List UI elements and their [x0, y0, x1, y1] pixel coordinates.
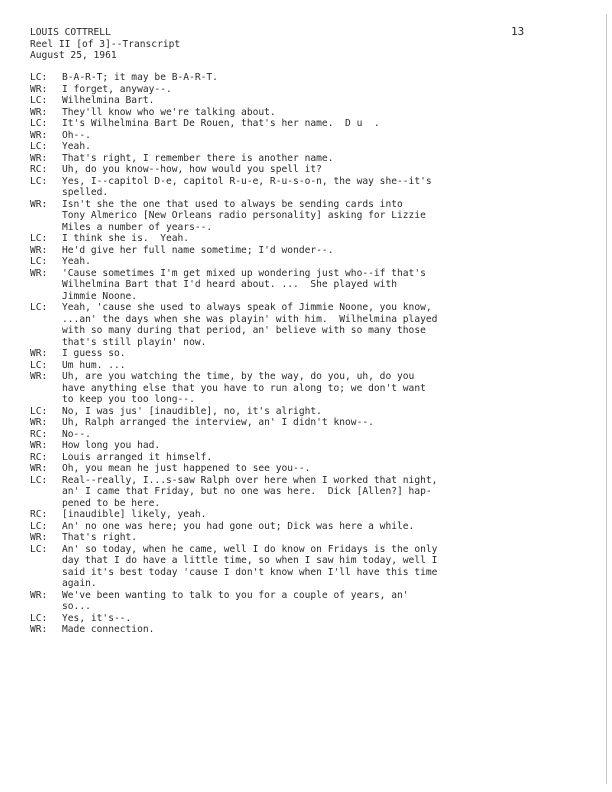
transcript-line [30, 463, 600, 475]
dialogue-text: 'Cause sometimes I'm get mixed up wondering just who--if that's [62, 267, 426, 279]
dialogue-text: B-A-R-T; it may be B-A-R-T. [62, 72, 218, 83]
dialogue-text: That's right, I remember there is another name. [62, 152, 334, 164]
dialogue-text: Uh, Ralph arranged the interview, an' I didn't know--. [62, 417, 374, 428]
transcript-line [30, 118, 600, 130]
speaker-label: RC: [30, 451, 48, 463]
dialogue-text: No--. [62, 428, 91, 440]
dialogue-text: Yeah. [62, 141, 91, 152]
transcript-line [30, 360, 600, 372]
transcript-line [30, 452, 600, 464]
speaker-label: LC: [30, 405, 48, 417]
transcript-line [30, 348, 600, 360]
speaker-label [30, 567, 62, 579]
transcript-line [30, 578, 600, 590]
dialogue-text: Yeah. [62, 256, 91, 267]
transcript-line [30, 544, 600, 556]
transcript-line [30, 325, 600, 337]
dialogue-text: Isn't she the one that used to always be sending cards into [62, 198, 403, 210]
document-header [30, 27, 180, 62]
speaker-label: WR: [30, 244, 48, 256]
dialogue-text: so... [62, 601, 91, 612]
dialogue-text: Uh, do you know--how, how would you spell it? [62, 164, 322, 175]
speaker-label [30, 383, 62, 395]
speaker-label [30, 314, 62, 326]
transcript-line [30, 371, 600, 383]
transcript-line [30, 406, 600, 418]
dialogue-text: Miles a number of years--. [62, 221, 213, 233]
interviewee-name: LOUIS COTTRELL [30, 27, 111, 38]
dialogue-text: Oh--. [62, 129, 91, 141]
interview-date: August 25, 1961 [30, 50, 117, 61]
speaker-label: LC: [30, 302, 48, 313]
transcript-line [30, 199, 600, 211]
speaker-label [30, 279, 62, 291]
speaker-label [30, 291, 62, 303]
transcript-line [30, 302, 600, 314]
transcript-line [30, 176, 600, 188]
speaker-label: LC: [30, 520, 48, 532]
speaker-label: WR: [30, 417, 48, 428]
transcript-line [30, 233, 600, 245]
transcript-line [30, 291, 600, 303]
transcript-body [30, 72, 600, 636]
speaker-label: WR: [30, 348, 48, 359]
speaker-label: WR: [30, 463, 48, 474]
speaker-label: RC: [30, 164, 48, 175]
transcript-line [30, 95, 600, 107]
speaker-label: WR: [30, 371, 48, 382]
transcript-line [30, 486, 600, 498]
dialogue-text: I think she is. Yeah. [62, 233, 190, 244]
speaker-label: WR: [30, 83, 48, 95]
transcript-line [30, 130, 600, 142]
speaker-label [30, 210, 62, 222]
dialogue-text: day that I do have a little time, so when I saw him today, well I [62, 555, 438, 566]
speaker-label [30, 578, 62, 590]
transcript-line [30, 268, 600, 280]
dialogue-text: We've been wanting to talk to you for a couple of years, an' [62, 589, 409, 601]
transcript-line [30, 532, 600, 544]
transcript-line [30, 394, 600, 406]
speaker-label [30, 498, 62, 510]
transcript-line [30, 555, 600, 567]
speaker-label: LC: [30, 612, 48, 624]
transcript-line [30, 498, 600, 510]
dialogue-text: Um hum. ... [62, 359, 126, 371]
transcript-line [30, 601, 600, 613]
dialogue-text: Yes, it's--. [62, 612, 132, 624]
speaker-label [30, 486, 62, 498]
transcript-line [30, 624, 600, 636]
dialogue-text: Wilhelmina Bart. [62, 95, 155, 106]
speaker-label: LC: [30, 118, 48, 129]
speaker-label: LC: [30, 72, 48, 83]
transcript-line [30, 613, 600, 625]
transcript-line [30, 567, 600, 579]
dialogue-text: said it's best today 'cause I don't know when I'll have this time [62, 566, 438, 578]
speaker-label: WR: [30, 589, 48, 601]
dialogue-text: How long you had. [62, 440, 161, 451]
dialogue-text: Jimmie Noone. [62, 290, 138, 302]
transcript-line [30, 417, 600, 429]
transcript-line [30, 84, 600, 96]
transcript-line [30, 107, 600, 119]
dialogue-text: I guess so. [62, 348, 126, 359]
dialogue-text: I forget, anyway--. [62, 83, 172, 95]
transcript-line [30, 256, 600, 268]
speaker-label [30, 222, 62, 234]
dialogue-text: ...an' the days when she was playin' with him. Wilhelmina played [62, 313, 438, 325]
reel-label: Reel II [of 3]--Transcript [30, 38, 181, 50]
speaker-label: WR: [30, 532, 48, 543]
transcript-line [30, 521, 600, 533]
transcript-line [30, 429, 600, 441]
dialogue-text: Made connection. [62, 624, 155, 635]
dialogue-text: An' no one was here; you had gone out; Dick was here a while. [62, 520, 415, 532]
speaker-label [30, 337, 62, 349]
dialogue-text: again. [62, 578, 97, 589]
dialogue-text: No, I was jus' [inaudible], no, it's alright. [62, 405, 322, 417]
transcript-line [30, 187, 600, 199]
transcript-line [30, 72, 600, 84]
speaker-label: LC: [30, 359, 48, 371]
transcript-line [30, 164, 600, 176]
speaker-label: WR: [30, 152, 48, 164]
dialogue-text: [inaudible] likely, yeah. [62, 509, 207, 520]
speaker-label: WR: [30, 106, 48, 118]
dialogue-text: Louis arranged it himself. [62, 451, 213, 463]
speaker-label: WR: [30, 440, 48, 451]
dialogue-text: It's Wilhelmina Bart De Rouen, that's her name. D u . [62, 118, 380, 129]
transcript-line [30, 153, 600, 165]
dialogue-text: Yes, I--capitol D-e, capitol R-u-e, R-u-s-o-n, the way she--it's [62, 175, 432, 187]
dialogue-text: to keep you too long--. [62, 394, 195, 405]
transcript-line [30, 314, 600, 326]
speaker-label: WR: [30, 267, 48, 279]
dialogue-text: An' so today, when he came, well I do know on Fridays is the only [62, 543, 438, 555]
dialogue-text: Uh, are you watching the time, by the way, do you, uh, do you [62, 371, 415, 382]
speaker-label [30, 394, 62, 406]
speaker-label [30, 601, 62, 613]
dialogue-text: That's right. [62, 532, 138, 543]
dialogue-text: Wilhelmina Bart that I'd heard about. ... She played with [62, 279, 398, 290]
dialogue-text: Oh, you mean he just happened to see you--. [62, 463, 311, 474]
transcript-line [30, 141, 600, 153]
transcript-line [30, 509, 600, 521]
dialogue-text: Real--really, I...s-saw Ralph over here when I worked that night, [62, 474, 438, 486]
dialogue-text: He'd give her full name sometime; I'd wonder--. [62, 244, 334, 256]
scan-edge-line [606, 14, 607, 784]
speaker-label: LC: [30, 256, 48, 267]
speaker-label: LC: [30, 474, 48, 486]
speaker-label: WR: [30, 198, 48, 210]
dialogue-text: They'll know who we're talking about. [62, 106, 276, 118]
dialogue-text: spelled. [62, 187, 109, 198]
speaker-label: LC: [30, 141, 48, 152]
speaker-label: LC: [30, 175, 48, 187]
transcript-line [30, 279, 600, 291]
speaker-label [30, 555, 62, 567]
speaker-label: LC: [30, 95, 48, 106]
dialogue-text: Yeah, 'cause she used to always speak of Jimmie Noone, you know, [62, 302, 432, 313]
speaker-label [30, 187, 62, 199]
transcript-line [30, 210, 600, 222]
transcript-line [30, 475, 600, 487]
speaker-label: LC: [30, 233, 48, 244]
transcript-line [30, 590, 600, 602]
transcript-line [30, 337, 600, 349]
speaker-label: WR: [30, 129, 48, 141]
page-number: 13 [511, 25, 525, 38]
speaker-label: LC: [30, 543, 48, 555]
speaker-label: RC: [30, 509, 48, 520]
transcript-line [30, 440, 600, 452]
transcript-line [30, 383, 600, 395]
dialogue-text: have anything else that you have to run along to; we don't want [62, 382, 426, 394]
dialogue-text: Tony Almerico [New Orleans radio personality] asking for Lizzie [62, 210, 426, 221]
transcript-line [30, 222, 600, 234]
speaker-label: RC: [30, 428, 48, 440]
dialogue-text: with so many during that period, an' believe with so many those [62, 325, 426, 336]
dialogue-text: pened to be here. [62, 497, 161, 509]
speaker-label: WR: [30, 624, 48, 635]
speaker-label [30, 325, 62, 337]
dialogue-text: that's still playin' now. [62, 336, 207, 348]
transcript-line [30, 245, 600, 257]
dialogue-text: an' I came that Friday, but no one was here. Dick [Allen?] hap- [62, 486, 432, 497]
